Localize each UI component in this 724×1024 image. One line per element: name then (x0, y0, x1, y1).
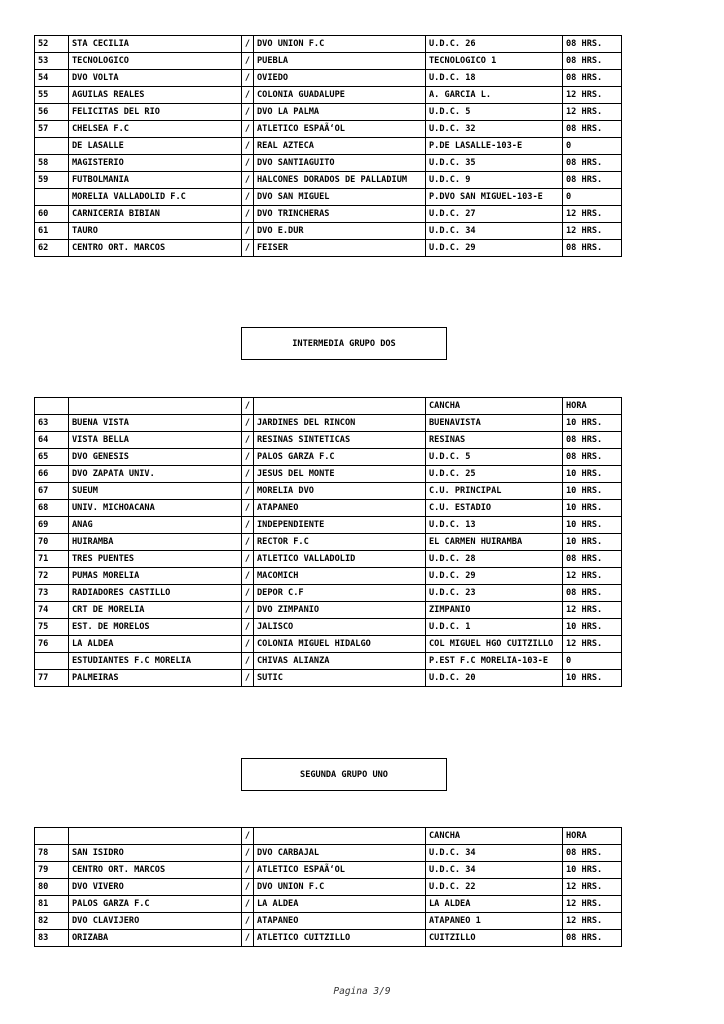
away-team-cell: DVO UNION F.C (254, 879, 426, 896)
time-hora-cell: 08 HRS. (563, 585, 622, 602)
away-team-cell: ATLETICO ESPAÃ‘OL (254, 121, 426, 138)
table-row (35, 206, 622, 223)
away-team-cell: DVO E.DUR (254, 223, 426, 240)
match-number-cell: 61 (35, 223, 69, 240)
match-number-cell: 77 (35, 670, 69, 687)
time-hora-cell: 12 HRS. (563, 602, 622, 619)
time-hora-cell: 08 HRS. (563, 121, 622, 138)
section-title-intermedia-grupo-dos: INTERMEDIA GRUPO DOS (241, 327, 447, 360)
time-hora-cell: 12 HRS. (563, 896, 622, 913)
separator-cell: / (242, 551, 254, 568)
away-team-cell: INDEPENDIENTE (254, 517, 426, 534)
schedule-table-intermedia-grupo-dos (34, 397, 622, 687)
away-team-cell: ATLETICO VALLADOLID (254, 551, 426, 568)
away-team-cell: DVO CARBAJAL (254, 845, 426, 862)
separator-cell: / (242, 636, 254, 653)
time-hora-cell: 10 HRS. (563, 483, 622, 500)
table-row (35, 172, 622, 189)
separator-cell: / (242, 104, 254, 121)
match-number-cell: 71 (35, 551, 69, 568)
time-hora-cell: 0 (563, 189, 622, 206)
field-cancha-cell: CANCHA (426, 398, 563, 415)
separator-cell: / (242, 466, 254, 483)
field-cancha-cell: U.D.C. 5 (426, 449, 563, 466)
field-cancha-cell: U.D.C. 26 (426, 36, 563, 53)
time-hora-cell: 08 HRS. (563, 53, 622, 70)
separator-cell: / (242, 568, 254, 585)
separator-cell: / (242, 483, 254, 500)
separator-cell: / (242, 36, 254, 53)
table-row (35, 449, 622, 466)
home-team-cell: MORELIA VALLADOLID F.C (69, 189, 242, 206)
match-number-cell: 64 (35, 432, 69, 449)
separator-cell: / (242, 670, 254, 687)
home-team-cell: CRT DE MORELIA (69, 602, 242, 619)
table-row (35, 432, 622, 449)
match-number-cell: 78 (35, 845, 69, 862)
field-cancha-cell: U.D.C. 29 (426, 240, 563, 257)
away-team-cell: ATAPANEO (254, 500, 426, 517)
table-row (35, 585, 622, 602)
match-number-cell: 53 (35, 53, 69, 70)
match-number-cell: 62 (35, 240, 69, 257)
home-team-cell: EST. DE MORELOS (69, 619, 242, 636)
match-number-cell: 73 (35, 585, 69, 602)
field-cancha-cell: U.D.C. 34 (426, 845, 563, 862)
separator-cell: / (242, 862, 254, 879)
table-row (35, 87, 622, 104)
separator-cell: / (242, 121, 254, 138)
separator-cell: / (242, 845, 254, 862)
table-row (35, 189, 622, 206)
separator-cell: / (242, 828, 254, 845)
field-cancha-cell: CANCHA (426, 828, 563, 845)
separator-cell: / (242, 87, 254, 104)
field-cancha-cell: P.EST F.C MORELIA-103-E (426, 653, 563, 670)
separator-cell: / (242, 653, 254, 670)
table-row (35, 879, 622, 896)
field-cancha-cell: RESINAS (426, 432, 563, 449)
away-team-cell: JESUS DEL MONTE (254, 466, 426, 483)
match-number-cell: 56 (35, 104, 69, 121)
match-number-cell: 70 (35, 534, 69, 551)
away-team-cell: DVO SAN MIGUEL (254, 189, 426, 206)
field-cancha-cell: C.U. ESTADIO (426, 500, 563, 517)
match-number-cell: 79 (35, 862, 69, 879)
time-hora-cell: 12 HRS. (563, 879, 622, 896)
separator-cell: / (242, 517, 254, 534)
away-team-cell: JARDINES DEL RINCON (254, 415, 426, 432)
table-row (35, 568, 622, 585)
field-cancha-cell: U.D.C. 13 (426, 517, 563, 534)
table-header-row (35, 828, 622, 845)
time-hora-cell: 08 HRS. (563, 172, 622, 189)
match-number-cell: 63 (35, 415, 69, 432)
away-team-cell: CHIVAS ALIANZA (254, 653, 426, 670)
field-cancha-cell: U.D.C. 34 (426, 862, 563, 879)
separator-cell: / (242, 534, 254, 551)
separator-cell: / (242, 53, 254, 70)
away-team-cell: HALCONES DORADOS DE PALLADIUM (254, 172, 426, 189)
home-team-cell: TECNOLOGICO (69, 53, 242, 70)
home-team-cell: AGUILAS REALES (69, 87, 242, 104)
table-row (35, 36, 622, 53)
away-team-cell: ATLETICO ESPAÃ‘OL (254, 862, 426, 879)
match-number-cell (35, 398, 69, 415)
page-number-footer: Pagina 3/9 (333, 986, 391, 997)
match-number-cell: 52 (35, 36, 69, 53)
time-hora-cell: 12 HRS. (563, 913, 622, 930)
time-hora-cell: 10 HRS. (563, 517, 622, 534)
match-number-cell: 83 (35, 930, 69, 947)
away-team-cell (254, 828, 426, 845)
home-team-cell: CARNICERIA BIBIAN (69, 206, 242, 223)
table-header-row (35, 398, 622, 415)
table-row (35, 845, 622, 862)
home-team-cell (69, 398, 242, 415)
time-hora-cell: 08 HRS. (563, 155, 622, 172)
separator-cell: / (242, 432, 254, 449)
table-row (35, 223, 622, 240)
table-row (35, 636, 622, 653)
home-team-cell (69, 828, 242, 845)
table-row (35, 896, 622, 913)
away-team-cell: RESINAS SINTETICAS (254, 432, 426, 449)
time-hora-cell: 12 HRS. (563, 104, 622, 121)
match-number-cell: 65 (35, 449, 69, 466)
table-row (35, 466, 622, 483)
time-hora-cell: 0 (563, 653, 622, 670)
home-team-cell: ESTUDIANTES F.C MORELIA (69, 653, 242, 670)
time-hora-cell: 08 HRS. (563, 551, 622, 568)
table-row (35, 104, 622, 121)
home-team-cell: ANAG (69, 517, 242, 534)
table-row (35, 619, 622, 636)
time-hora-cell: HORA (563, 398, 622, 415)
home-team-cell: DVO VIVERO (69, 879, 242, 896)
separator-cell: / (242, 449, 254, 466)
separator-cell: / (242, 602, 254, 619)
home-team-cell: CENTRO ORT. MARCOS (69, 862, 242, 879)
table-row (35, 415, 622, 432)
home-team-cell: DVO VOLTA (69, 70, 242, 87)
home-team-cell: CHELSEA F.C (69, 121, 242, 138)
away-team-cell (254, 398, 426, 415)
away-team-cell: DEPOR C.F (254, 585, 426, 602)
match-number-cell: 60 (35, 206, 69, 223)
home-team-cell: SUEUM (69, 483, 242, 500)
field-cancha-cell: P.DVO SAN MIGUEL-103-E (426, 189, 563, 206)
away-team-cell: DVO ZIMPANIO (254, 602, 426, 619)
home-team-cell: TAURO (69, 223, 242, 240)
field-cancha-cell: P.DE LASALLE-103-E (426, 138, 563, 155)
home-team-cell: PALMEIRAS (69, 670, 242, 687)
home-team-cell: VISTA BELLA (69, 432, 242, 449)
separator-cell: / (242, 70, 254, 87)
separator-cell: / (242, 585, 254, 602)
home-team-cell: UNIV. MICHOACANA (69, 500, 242, 517)
separator-cell: / (242, 240, 254, 257)
match-number-cell: 58 (35, 155, 69, 172)
field-cancha-cell: BUENAVISTA (426, 415, 563, 432)
match-number-cell: 80 (35, 879, 69, 896)
field-cancha-cell: LA ALDEA (426, 896, 563, 913)
separator-cell: / (242, 206, 254, 223)
away-team-cell: COLONIA MIGUEL HIDALGO (254, 636, 426, 653)
away-team-cell: RECTOR F.C (254, 534, 426, 551)
home-team-cell: CENTRO ORT. MARCOS (69, 240, 242, 257)
away-team-cell: OVIEDO (254, 70, 426, 87)
separator-cell: / (242, 879, 254, 896)
table-row (35, 500, 622, 517)
match-number-cell: 69 (35, 517, 69, 534)
match-number-cell: 59 (35, 172, 69, 189)
home-team-cell: ORIZABA (69, 930, 242, 947)
home-team-cell: HUIRAMBA (69, 534, 242, 551)
separator-cell: / (242, 913, 254, 930)
time-hora-cell: 10 HRS. (563, 670, 622, 687)
away-team-cell: SUTIC (254, 670, 426, 687)
field-cancha-cell: ZIMPANIO (426, 602, 563, 619)
field-cancha-cell: U.D.C. 23 (426, 585, 563, 602)
home-team-cell: LA ALDEA (69, 636, 242, 653)
away-team-cell: LA ALDEA (254, 896, 426, 913)
separator-cell: / (242, 930, 254, 947)
match-number-cell: 76 (35, 636, 69, 653)
match-number-cell (35, 138, 69, 155)
time-hora-cell: 10 HRS. (563, 466, 622, 483)
away-team-cell: ATLETICO CUITZILLO (254, 930, 426, 947)
time-hora-cell: HORA (563, 828, 622, 845)
match-number-cell (35, 653, 69, 670)
match-number-cell: 74 (35, 602, 69, 619)
field-cancha-cell: COL MIGUEL HGO CUITZILLO (426, 636, 563, 653)
away-team-cell: PALOS GARZA F.C (254, 449, 426, 466)
away-team-cell: DVO TRINCHERAS (254, 206, 426, 223)
table-row (35, 670, 622, 687)
time-hora-cell: 08 HRS. (563, 240, 622, 257)
field-cancha-cell: U.D.C. 25 (426, 466, 563, 483)
away-team-cell: JALISCO (254, 619, 426, 636)
field-cancha-cell: U.D.C. 34 (426, 223, 563, 240)
match-number-cell: 54 (35, 70, 69, 87)
match-number-cell: 75 (35, 619, 69, 636)
table-row (35, 483, 622, 500)
match-number-cell: 57 (35, 121, 69, 138)
time-hora-cell: 12 HRS. (563, 568, 622, 585)
time-hora-cell: 08 HRS. (563, 449, 622, 466)
time-hora-cell: 12 HRS. (563, 636, 622, 653)
separator-cell: / (242, 500, 254, 517)
table-row (35, 551, 622, 568)
away-team-cell: MACOMICH (254, 568, 426, 585)
time-hora-cell: 12 HRS. (563, 87, 622, 104)
time-hora-cell: 08 HRS. (563, 930, 622, 947)
home-team-cell: DE LASALLE (69, 138, 242, 155)
time-hora-cell: 08 HRS. (563, 36, 622, 53)
field-cancha-cell: U.D.C. 35 (426, 155, 563, 172)
field-cancha-cell: U.D.C. 22 (426, 879, 563, 896)
table-row (35, 913, 622, 930)
home-team-cell: RADIADORES CASTILLO (69, 585, 242, 602)
separator-cell: / (242, 189, 254, 206)
schedule-table-segunda-grupo-uno (34, 827, 622, 947)
home-team-cell: PALOS GARZA F.C (69, 896, 242, 913)
away-team-cell: DVO LA PALMA (254, 104, 426, 121)
time-hora-cell: 12 HRS. (563, 223, 622, 240)
away-team-cell: DVO SANTIAGUITO (254, 155, 426, 172)
separator-cell: / (242, 619, 254, 636)
away-team-cell: MORELIA DVO (254, 483, 426, 500)
home-team-cell: SAN ISIDRO (69, 845, 242, 862)
separator-cell: / (242, 223, 254, 240)
time-hora-cell: 08 HRS. (563, 432, 622, 449)
time-hora-cell: 10 HRS. (563, 415, 622, 432)
table-row (35, 121, 622, 138)
time-hora-cell: 10 HRS. (563, 619, 622, 636)
field-cancha-cell: U.D.C. 18 (426, 70, 563, 87)
away-team-cell: DVO UNION F.C (254, 36, 426, 53)
schedule-table-primera (34, 35, 622, 257)
home-team-cell: DVO GENESIS (69, 449, 242, 466)
field-cancha-cell: U.D.C. 9 (426, 172, 563, 189)
separator-cell: / (242, 896, 254, 913)
table-row (35, 70, 622, 87)
field-cancha-cell: EL CARMEN HUIRAMBA (426, 534, 563, 551)
table-row (35, 653, 622, 670)
table-row (35, 517, 622, 534)
table-row (35, 53, 622, 70)
time-hora-cell: 0 (563, 138, 622, 155)
section-title-segunda-grupo-uno: SEGUNDA GRUPO UNO (241, 758, 447, 791)
separator-cell: / (242, 155, 254, 172)
time-hora-cell: 10 HRS. (563, 534, 622, 551)
away-team-cell: ATAPANEO (254, 913, 426, 930)
home-team-cell: BUENA VISTA (69, 415, 242, 432)
table-row (35, 602, 622, 619)
separator-cell: / (242, 138, 254, 155)
match-number-cell: 81 (35, 896, 69, 913)
time-hora-cell: 08 HRS. (563, 845, 622, 862)
separator-cell: / (242, 172, 254, 189)
field-cancha-cell: U.D.C. 27 (426, 206, 563, 223)
time-hora-cell: 12 HRS. (563, 206, 622, 223)
field-cancha-cell: U.D.C. 1 (426, 619, 563, 636)
match-number-cell: 66 (35, 466, 69, 483)
home-team-cell: PUMAS MORELIA (69, 568, 242, 585)
match-number-cell: 82 (35, 913, 69, 930)
match-number-cell: 72 (35, 568, 69, 585)
time-hora-cell: 10 HRS. (563, 862, 622, 879)
home-team-cell: MAGISTERIO (69, 155, 242, 172)
time-hora-cell: 10 HRS. (563, 500, 622, 517)
match-number-cell: 55 (35, 87, 69, 104)
field-cancha-cell: U.D.C. 28 (426, 551, 563, 568)
table-row (35, 534, 622, 551)
match-number-cell: 68 (35, 500, 69, 517)
table-row (35, 862, 622, 879)
table-row (35, 930, 622, 947)
home-team-cell: FUTBOLMANIA (69, 172, 242, 189)
separator-cell: / (242, 398, 254, 415)
home-team-cell: DVO ZAPATA UNIV. (69, 466, 242, 483)
match-number-cell: 67 (35, 483, 69, 500)
field-cancha-cell: CUITZILLO (426, 930, 563, 947)
field-cancha-cell: U.D.C. 32 (426, 121, 563, 138)
home-team-cell: DVO CLAVIJERO (69, 913, 242, 930)
separator-cell: / (242, 415, 254, 432)
field-cancha-cell: U.D.C. 5 (426, 104, 563, 121)
field-cancha-cell: A. GARCIA L. (426, 87, 563, 104)
table-row (35, 155, 622, 172)
field-cancha-cell: U.D.C. 20 (426, 670, 563, 687)
home-team-cell: TRES PUENTES (69, 551, 242, 568)
match-number-cell (35, 828, 69, 845)
table-row (35, 138, 622, 155)
field-cancha-cell: TECNOLOGICO 1 (426, 53, 563, 70)
field-cancha-cell: U.D.C. 29 (426, 568, 563, 585)
home-team-cell: STA CECILIA (69, 36, 242, 53)
away-team-cell: REAL AZTECA (254, 138, 426, 155)
away-team-cell: FEISER (254, 240, 426, 257)
time-hora-cell: 08 HRS. (563, 70, 622, 87)
field-cancha-cell: ATAPANEO 1 (426, 913, 563, 930)
away-team-cell: COLONIA GUADALUPE (254, 87, 426, 104)
away-team-cell: PUEBLA (254, 53, 426, 70)
field-cancha-cell: C.U. PRINCIPAL (426, 483, 563, 500)
table-row (35, 240, 622, 257)
home-team-cell: FELICITAS DEL RIO (69, 104, 242, 121)
match-number-cell (35, 189, 69, 206)
